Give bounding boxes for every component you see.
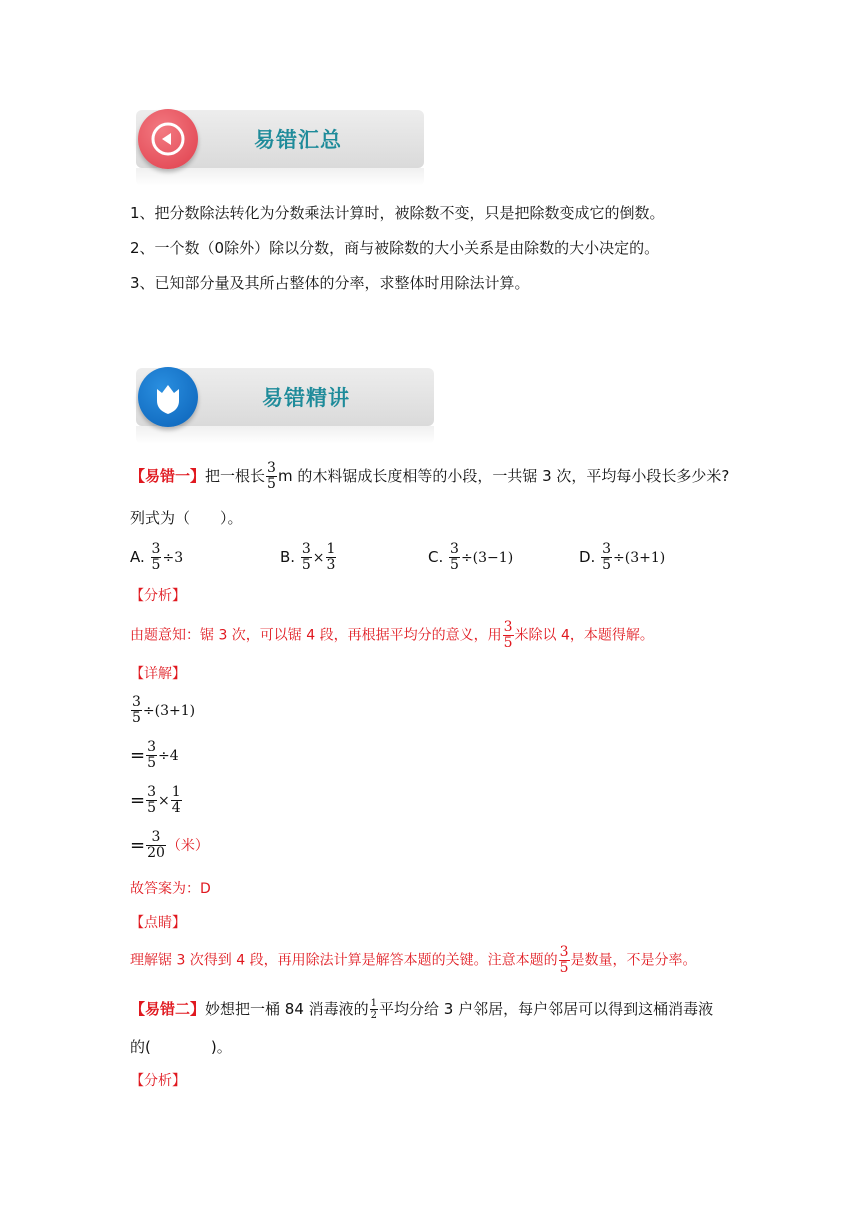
question-1: 【易错一】把一根长 $\frac{3}{5}$ m 的木料锯成长度相等的小段，一共锯 3 次，平均每小段长多少米? bbox=[130, 460, 730, 492]
question-2-tag: 【易错二】 bbox=[130, 1000, 206, 1018]
fraction: $\frac{1}{2}$ bbox=[370, 998, 378, 1021]
question-1-tag: 【易错一】 bbox=[130, 467, 206, 485]
analysis-tag: 【分析】 bbox=[130, 588, 186, 604]
play-back-icon bbox=[138, 109, 198, 169]
step-2: = $\frac{3}{5}$ ÷4 bbox=[130, 739, 179, 771]
section-title-explain: 易错精讲 bbox=[262, 386, 350, 410]
section-title-summary: 易错汇总 bbox=[254, 128, 342, 152]
question-1-prompt: 列式为（ ）。 bbox=[130, 509, 243, 527]
section-banner-explain bbox=[136, 368, 434, 426]
tip-tag: 【点睛】 bbox=[130, 915, 186, 931]
summary-item-3: 3、已知部分量及其所占整体的分率，求整体时用除法计算。 bbox=[130, 274, 530, 292]
section-banner-summary bbox=[136, 110, 424, 168]
tip-text: 理解锯 3 次得到 4 段，再用除法计算是解答本题的关键。注意本题的 $\frac{3}{5}$ 是数量，不是分率。 bbox=[130, 944, 697, 976]
step-1: $\frac{3}{5}$ ÷(3+1) bbox=[132, 694, 196, 726]
option-b: B. $\frac{3}{5}$ × $\frac{1}{3}$ bbox=[280, 541, 336, 573]
answer-text: 故答案为：D bbox=[130, 881, 211, 897]
question-2: 【易错二】妙想把一桶 84 消毒液的 $\frac{1}{2}$ 平均分给 3 户邻居，每户邻居可以得到这桶消毒液 bbox=[130, 998, 714, 1021]
step-4: = $\frac{3}{20}$ （米） bbox=[130, 829, 209, 861]
summary-item-1: 1、把分数除法转化为分数乘法计算时，被除数不变，只是把除数变成它的倒数。 bbox=[130, 204, 665, 222]
option-c: C. $\frac{3}{5}$ ÷(3−1) bbox=[428, 541, 514, 573]
shield-crown-icon bbox=[138, 367, 198, 427]
analysis-text: 由题意知：锯 3 次，可以锯 4 段，再根据平均分的意义，用 $\frac{3}{5}$ 米除以 4，本题得解。 bbox=[130, 619, 654, 651]
option-a: A. $\frac{3}{5}$ ÷3 bbox=[130, 541, 184, 573]
option-d: D. $\frac{3}{5}$ ÷(3+1) bbox=[579, 541, 666, 573]
step-3: = $\frac{3}{5}$ × $\frac{1}{4}$ bbox=[130, 784, 181, 816]
summary-item-2: 2、一个数（0除外）除以分数，商与被除数的大小关系是由除数的大小决定的。 bbox=[130, 239, 660, 257]
detail-tag: 【详解】 bbox=[130, 666, 186, 682]
fraction: $\frac{3}{5}$ bbox=[267, 460, 276, 492]
analysis-tag-2: 【分析】 bbox=[130, 1073, 186, 1089]
options-row bbox=[130, 542, 750, 578]
question-2-line2: 的( )。 bbox=[130, 1038, 232, 1056]
